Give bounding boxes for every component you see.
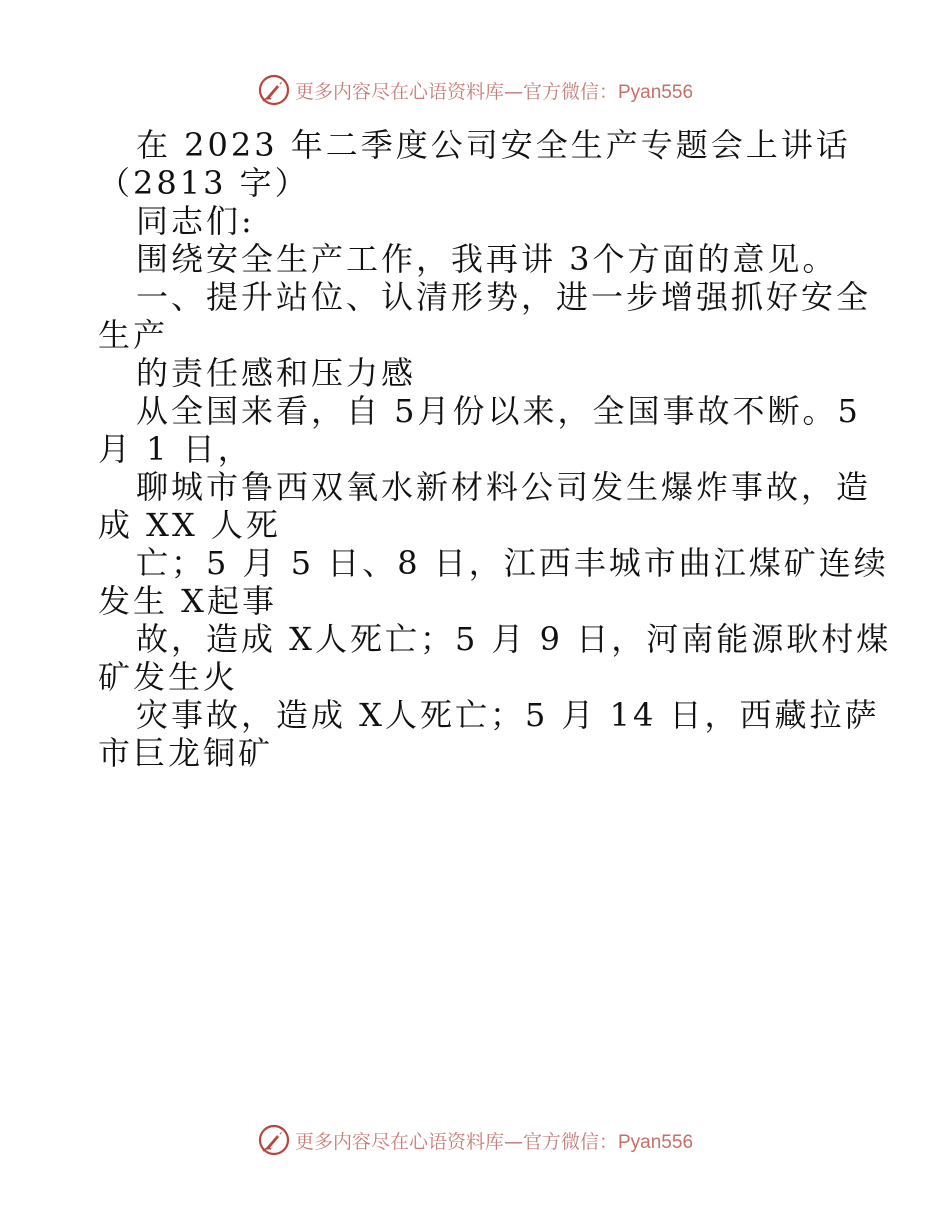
paragraph-line: 成 XX 人死: [98, 506, 281, 544]
banner-separator: —: [503, 1130, 523, 1153]
paragraph-line: 市巨龙铜矿: [98, 734, 274, 772]
document-title: 在 2023 年二季度公司安全生产专题会上讲话: [136, 126, 851, 164]
banner-wechat-id: Pyan556: [618, 1131, 694, 1153]
paragraph-line: 月 1 日，: [98, 430, 253, 468]
header-banner: [0, 70, 950, 110]
document-body: [98, 126, 892, 772]
paragraph-line: 故，造成 X人死亡；5 月 9 日，河南能源耿村煤: [136, 620, 892, 658]
banner-wechat-label: 官方微信：: [522, 80, 618, 103]
paragraph-line: 从全国来看，自 5月份以来，全国事故不断。5: [136, 392, 861, 430]
paragraph-line: 灾事故，造成 X人死亡；5 月 14 日，西藏拉萨: [136, 696, 880, 734]
paragraph-line: 围绕安全生产工作，我再讲 3个方面的意见。: [136, 240, 838, 278]
banner-wechat-label: 官方微信：: [522, 1130, 618, 1153]
section-heading-continued: 的责任感和压力感: [136, 354, 417, 392]
banner-separator: —: [503, 80, 523, 103]
banner-wechat-id: Pyan556: [618, 81, 694, 103]
pen-nib-logo-icon: [257, 73, 291, 107]
pen-nib-logo-icon: [257, 1123, 291, 1157]
section-heading-continued: 生产: [98, 316, 169, 354]
section-heading: 一、提升站位、认清形势，进一步增强抓好安全: [136, 278, 872, 316]
paragraph-line: 亡；5 月 5 日、8 日，江西丰城市曲江煤矿连续: [136, 544, 889, 582]
banner-text: [295, 77, 693, 104]
banner-text: [295, 1127, 693, 1154]
banner-brand: 更多内容尽在心语资料库: [294, 80, 504, 103]
paragraph-line: 发生 X起事: [98, 582, 277, 620]
word-count: （2813 字）: [98, 164, 310, 202]
salutation: 同志们:: [136, 202, 255, 240]
footer-banner: [0, 1120, 950, 1160]
paragraph-line: 矿发生火: [98, 658, 239, 696]
paragraph-line: 聊城市鲁西双氧水新材料公司发生爆炸事故，造: [136, 468, 872, 506]
banner-brand: 更多内容尽在心语资料库: [294, 1130, 504, 1153]
